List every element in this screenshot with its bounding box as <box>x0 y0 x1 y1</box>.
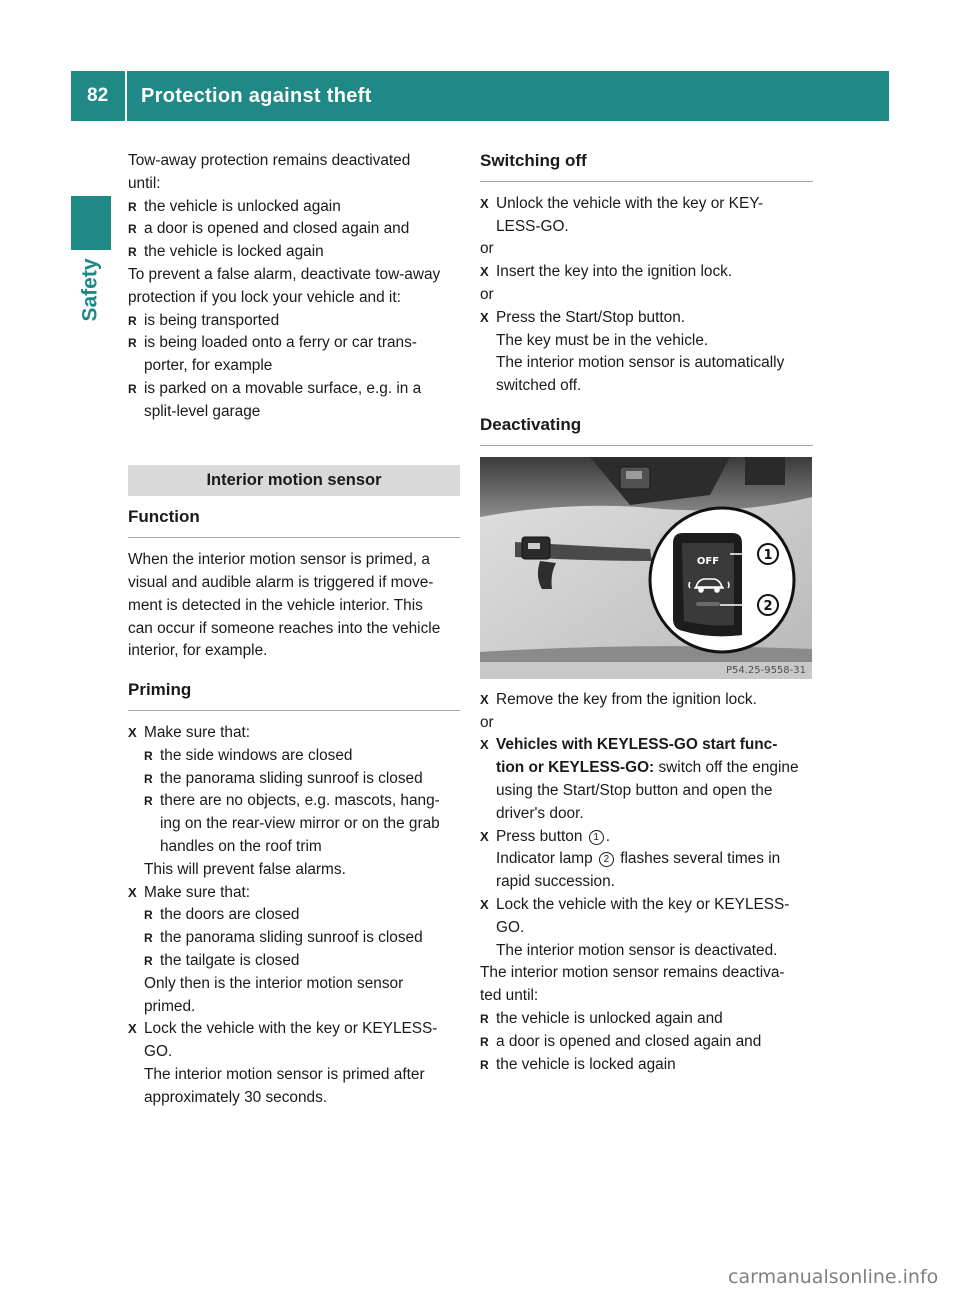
list-item: R the vehicle is unlocked again <box>128 196 460 219</box>
list-item: R a door is opened and closed again and <box>480 1031 813 1054</box>
list-item: R the vehicle is locked again <box>480 1054 813 1077</box>
callout-ref-2: 2 <box>599 852 614 867</box>
function-heading: Function <box>128 506 460 538</box>
function-text: When the interior motion sensor is primed, a visual and audible alarm is triggered if move- ment is detected in the vehicle interior. This can occur if someone reaches into the vehicle interior, for example. <box>128 551 441 660</box>
step-item: X Remove the key from the ignition lock. <box>480 689 813 712</box>
intro-text: Tow-away protection remains deactivated until: <box>128 152 411 192</box>
list-item: R the panorama sliding sunroof is closed <box>144 927 460 950</box>
section-heading: Interior motion sensor <box>128 465 460 497</box>
off-label: OFF <box>696 555 720 567</box>
step-item: X Press the Start/Stop button. <box>480 307 813 330</box>
step-result: Only then is the interior motion sensor primed. <box>144 974 404 1015</box>
list-item: R the doors are closed <box>144 904 460 927</box>
step-item: X Make sure that: <box>128 722 460 745</box>
page-number: 82 <box>87 85 109 106</box>
list-item: R the side windows are closed <box>144 745 460 768</box>
right-column <box>480 150 813 1076</box>
list-item: R the vehicle is unlocked again and <box>480 1008 813 1031</box>
left-column <box>128 150 460 1109</box>
svg-text:1: 1 <box>763 547 773 563</box>
step-item: X Lock the vehicle with the key or KEYLESS- GO. <box>480 894 813 940</box>
indicator-lamp <box>696 602 720 606</box>
list-item: R is being loaded onto a ferry or car trans- porter, for example <box>128 332 460 378</box>
side-tab-label: Safety <box>79 258 102 322</box>
step-item: X Vehicles with KEYLESS-GO start func- tion or KEYLESS-GO: switch off the engine using the Start/Stop button and open the driver's door. <box>480 734 813 825</box>
or-text: or <box>480 713 494 731</box>
list-item: R is being transported <box>128 310 460 333</box>
figure-code: P54.25-9558-31 <box>725 664 806 676</box>
step-item: X Press button 1 . <box>480 826 813 849</box>
roof-control-panel-illustration <box>480 457 812 679</box>
svg-text:2: 2 <box>763 598 773 614</box>
prevent-text: To prevent a false alarm, deactivate tow-away protection if you lock your vehicle and it: <box>128 265 441 306</box>
page-header <box>71 71 889 121</box>
priming-heading: Priming <box>128 679 460 711</box>
list-item: R the panorama sliding sunroof is closed <box>144 768 460 791</box>
interior-motion-sensor-figure <box>480 457 812 679</box>
or-text: or <box>480 285 494 303</box>
step-result: The key must be in the vehicle. The interior motion sensor is automatically switched off. <box>496 331 785 395</box>
remains-text: The interior motion sensor remains deactiva- ted until: <box>480 964 785 1005</box>
step-item: X Insert the key into the ignition lock. <box>480 261 813 284</box>
deactivating-heading: Deactivating <box>480 414 813 446</box>
watermark: carmanualsonline.info <box>728 1266 939 1288</box>
step-result: This will prevent false alarms. <box>144 860 346 878</box>
list-item: R there are no objects, e.g. mascots, hang- ing on the rear-view mirror or on the grab handles on the roof trim <box>144 790 460 858</box>
step-item: X Make sure that: <box>128 882 460 905</box>
step-result: Indicator lamp 2 flashes several times in rapid succession. <box>496 850 781 891</box>
list-item: R a door is opened and closed again and <box>128 218 460 241</box>
or-text: or <box>480 240 494 258</box>
step-result: The interior motion sensor is deactivated. <box>496 941 778 959</box>
step-item: X Lock the vehicle with the key or KEYLESS- GO. <box>128 1018 460 1064</box>
step-item: X Unlock the vehicle with the key or KEY- LESS-GO. <box>480 193 813 239</box>
step-result: The interior motion sensor is primed after approximately 30 seconds. <box>144 1065 425 1106</box>
list-item: R the tailgate is closed <box>144 950 460 973</box>
switching-off-heading: Switching off <box>480 150 813 182</box>
side-tab-marker <box>71 196 111 250</box>
list-item: R is parked on a movable surface, e.g. in a split-level garage <box>128 378 460 424</box>
page-title: Protection against theft <box>141 85 372 107</box>
list-item: R the vehicle is locked again <box>128 241 460 264</box>
header-divider <box>125 71 127 121</box>
callout-ref-1: 1 <box>589 830 604 845</box>
side-tab <box>73 260 109 320</box>
